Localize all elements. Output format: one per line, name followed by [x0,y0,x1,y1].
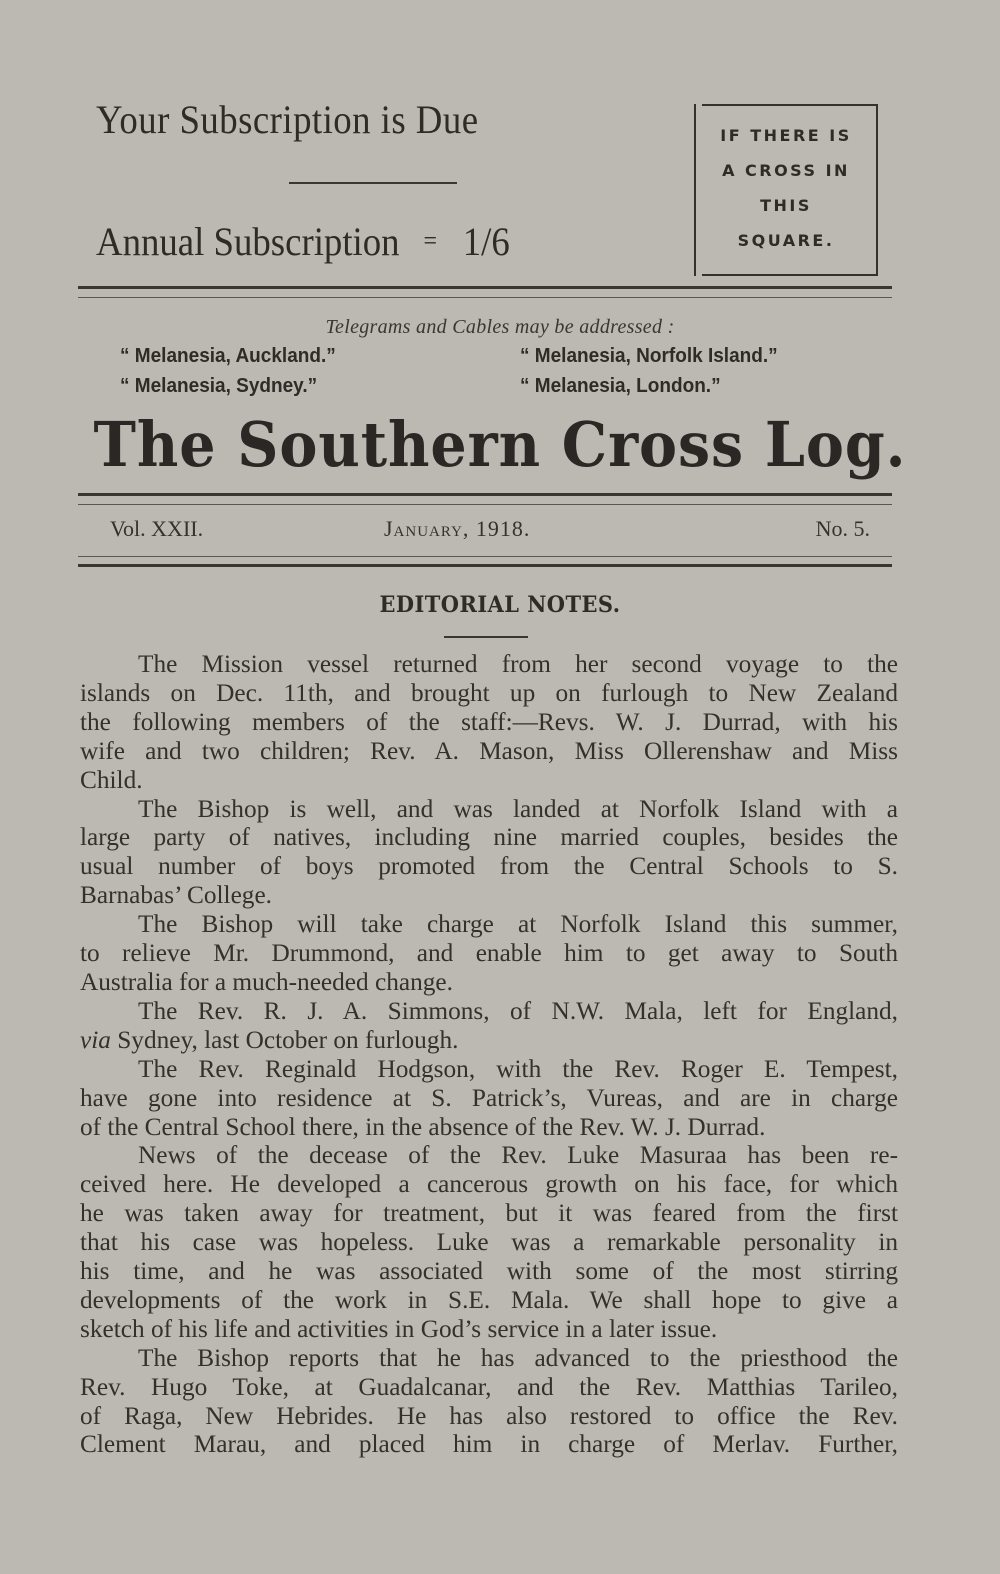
text-line: Clement Marau, and placed him in charge of Merlav. Further, [80,1430,898,1459]
text-line: of the Central School there, in the absence of the Rev. W. J. Durrad. [80,1112,766,1141]
subscription-due-title: Your Subscription is Due [96,97,479,142]
text-line: the following members of the staff:—Revs. W. J. Durrad, with his [80,707,898,736]
masthead-title: The Southern Cross Log. [93,408,907,481]
rule-thick [78,493,892,496]
cross-box-line-3: THIS [760,196,812,215]
text-line: Australia for a much-needed change. [80,967,453,996]
rule-thick [78,564,892,567]
editorial-body [80,650,898,1459]
editorial-paragraph [80,1344,898,1460]
italic-word: via [80,1025,111,1054]
rule-thin [78,556,892,557]
text-line: sketch of his life and activities in God’s service in a later issue. [80,1314,718,1343]
subscription-price: 1/6 [462,219,510,264]
text-line: wife and two children; Rev. A. Mason, Miss Ollerenshaw and Miss [80,736,898,765]
text-line: ceived here. He developed a cancerous growth on his face, for which [80,1170,898,1199]
subscription-divider [289,182,457,184]
cross-notice-box [694,104,878,276]
telegrams-heading: Telegrams and Cables may be addressed : [325,316,675,338]
text-line: have gone into residence at S. Patrick’s, Vureas, and are in charge [80,1083,898,1112]
text-line: The Rev. Reginald Hodgson, with the Rev. Roger E. Tempest, [138,1054,898,1083]
text-line: News of the decease of the Rev. Luke Masuraa has been re- [138,1141,898,1170]
editorial-paragraph [80,997,898,1055]
issue-date: January, 1918. [384,516,531,541]
text-line: islands on Dec. 11th, and brought up on furlough to New Zealand [80,678,898,707]
editorial-heading: EDITORIAL NOTES. [379,592,621,618]
issue-number: No. 5. [815,516,870,541]
editorial-paragraph [80,795,898,911]
editorial-paragraph [80,650,898,795]
text-line: of Raga, New Hebrides. He has also restored to office the Rev. [80,1401,898,1430]
cross-box-line-1: IF THERE IS [720,126,852,145]
cross-box-line-2: A CROSS IN [722,161,850,180]
telegram-address-norfolk: “ Melanesia, Norfolk Island.” [520,345,778,367]
annual-subscription-line [96,218,510,265]
text-line: The Rev. R. J. A. Simmons, of N.W. Mala, left for England, [138,996,898,1025]
editorial-paragraph [80,1141,898,1343]
editorial-paragraph [80,910,898,997]
text-line: Rev. Hugo Toke, at Guadalcanar, and the Rev. Matthias Tarileo, [80,1372,898,1401]
telegram-address-sydney: “ Melanesia, Sydney.” [120,375,318,397]
text-line: Barnabas’ College. [80,881,272,910]
rule-thin [78,297,892,298]
text-line: to relieve Mr. Drummond, and enable him to get away to South [80,939,898,968]
text-line: The Bishop will take charge at Norfolk Island this summer, [138,910,898,939]
text-line: large party of natives, including nine married couples, besides the [80,823,898,852]
telegram-address-london: “ Melanesia, London.” [520,375,721,397]
text-line: usual number of boys promoted from the Central Schools to S. [80,852,898,881]
editorial-divider [444,636,528,638]
telegram-address-auckland: “ Melanesia, Auckland.” [120,345,336,367]
text-line: that his case was hopeless. Luke was a remarkable personality in [80,1228,898,1257]
text-line-via: via Sydney, last October on furlough. [80,1025,459,1054]
cross-box-line-4: SQUARE. [737,231,835,250]
issue-volume: Vol. XXII. [110,516,204,541]
text-line: The Mission vessel returned from her second voyage to the [138,650,898,678]
text-line: The Bishop is well, and was landed at Norfolk Island with a [138,794,898,823]
equals-sign: = [423,226,438,255]
rule-thin [78,504,892,505]
annual-subscription-label: Annual Subscription [96,219,400,264]
text-line: Child. [80,765,143,794]
text-line: The Bishop reports that he has advanced to the priesthood the [138,1343,898,1372]
text-line: his time, and he was associated with some of the most stirring [80,1257,898,1286]
text-line: he was taken away for treatment, but it was feared from the first [80,1199,898,1228]
rule-thick [78,286,892,289]
editorial-paragraph [80,1055,898,1142]
text-line: developments of the work in S.E. Mala. We shall hope to give a [80,1285,898,1314]
